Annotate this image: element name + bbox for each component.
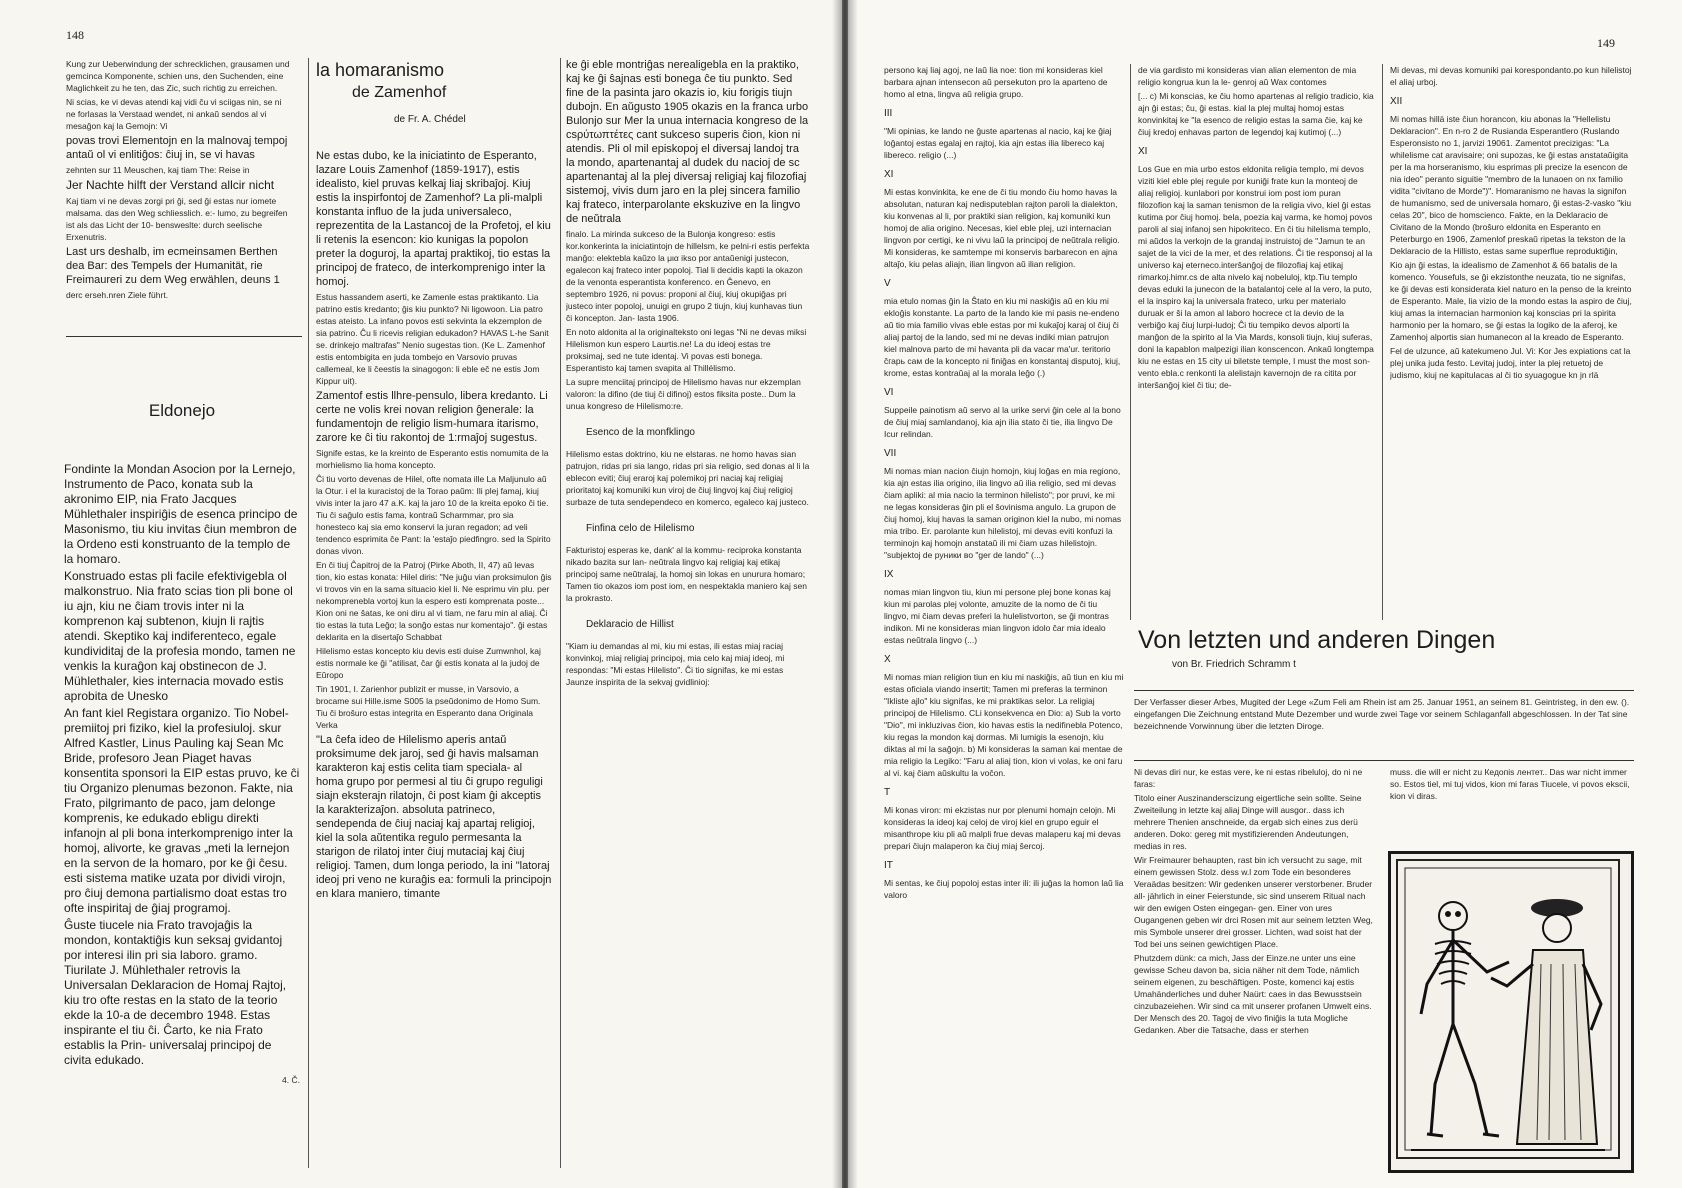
paragraph: Ne estas dubo, ke la iniciatinto de Esperanto, lazare Louis Zamenhof (1859-1917), estis idealisto, kiel pruvas kelkaj liaj skribaĵoj. Kiuj estis la inspirfontoj de Zamenhof? La pli-malpli konstanta influo de la juda universaleco, reprezentita de la Lastancoj de la Profetoj, el kiu li retenis la esencon: kio kunigas la popolon preter la doguroj, la apartaj praktikoj, tio estas la principoj de frateco, de interkomprenigo inter la homoj. bbox=[316, 150, 551, 288]
right-col2 bbox=[1138, 64, 1374, 592]
paragraph: Kaj tiam vi ne devas zorgi pri ĝi, sed ĝi estas nur iomete malsama. das den Weg schliesslich. e:- lumo, zu begreifen ist als das Licht der 10- bensweslte: durch seelische Erxenutris. bbox=[66, 196, 288, 242]
paragraph: Tin 1901, I. Zarienhor publizit er musse, in Varsovio, a brocame sui Hille.isme S005 la pseŭdonimo de Homo Sum. Tiu ĉi broŝuro estas integrita en Esperanto dana Originala Verka bbox=[316, 684, 541, 730]
left-col2 bbox=[316, 58, 552, 1168]
section-number: VII bbox=[884, 448, 897, 459]
paragraph: Hilelismo estas doktrino, kiu ne elstaras. ne homo havas sian patrujon, ridas pri sia lango, ridas pri sia religio, sed donas al li la eblecon eviti; ĉiuj eraroj kaj polemikoj pri naciaj kaj religiaj prioritatoj kaj komuniki kun viroj de ĉiuj lingvoj kaj ĉiuj religioj surbaze de tuta sendependeco en komerco, egaleco kaj justeco. bbox=[566, 449, 810, 507]
von-intro bbox=[1134, 696, 1634, 758]
paragraph: Ĝuste tiucele nia Frato travojaĝis la mondon, kontaktiĝis kun seksaj gvidantoj por interesi ilin pri sia laboro. gramo. Tiurilate J. Mühlethaler retrovis la Universalan Deklaracion de Homaj Rajtoj, kiu tro ofte restas en la stato de la teorio ekde la 10-a de decembro 1948. Estas inspirante el tiu ĉi. Ĉarto, ke nia Frato establis la Prin- universalaj principoj de civita edukado. bbox=[64, 918, 287, 1067]
section-divider bbox=[1134, 690, 1634, 691]
section-number: XII bbox=[1390, 96, 1403, 107]
paragraph: Ĉi tiu vorto devenas de Hilel, ofte nomata ille La Maljunulo aŭ la Otur. i el la kuracistoj de la Torao paŭm: Ili plej famaj, kiuj vivis inter la jaro 47 a.K. kaj la jaro 10 de la kreita epoko ĉi tie. Tiu ĉi saĝulo estis fama, kontraŭ Scharmmar, pro sia honesteco kaj sia emo konservi la juran regadon; ad veli tendenco esprimita ĉe Pant: la 'estaĵo piedfingro. sed la Spirito donas vivon. bbox=[316, 474, 551, 556]
book-spine-shadow bbox=[832, 0, 858, 1188]
paragraph: Mi konas viron: mi ekzistas nur por plenumi homajn celojn. Mi konsideras la ideoj kaj celoj de viroj kiel en grupo eguir el misanthrope kiu pli aŭ malpli frue devas malaperu kaj mi devas prepari ĉiujn malaperon ka ĉiuj miaj ŝercoj. bbox=[884, 805, 1121, 851]
paragraph: Last urs deshalb, im ecmeinsamen Berthen dea Bar: des Tempels der Humanität, rie Freimaureri zu dem Weg erwählen, deuns 1 bbox=[66, 246, 280, 286]
article-subtitle: de Zamenhof bbox=[352, 84, 447, 101]
paragraph: Ni devas diri nur, ke estas vere, ke ni estas ribeluloj, do ni ne faras: bbox=[1134, 767, 1363, 789]
left-col1-top bbox=[66, 58, 290, 308]
column-rule bbox=[560, 58, 561, 1168]
article-title-von-letzten: Von letzten und anderen Dingen bbox=[1138, 626, 1496, 654]
paragraph: Titolo einer Auszinanderscizung eigertliche sein sollte. Seine Zweiteilung in letzte kaj aliaj Dinge will ausgor.. dass ich mehrere Thenien anschneide, da ergab sich eines zus derü anderen. Doko: gereg mit mystifizierenden Andeutungen, medias in res. bbox=[1134, 793, 1362, 851]
left-col1-bottom bbox=[64, 400, 300, 1160]
signature: 4. Č. bbox=[282, 1075, 300, 1085]
paragraph: de via gardisto mi konsideras vian alian elementon de mia religio kongrua kun la le- genroj aŭ Wax contomes bbox=[1138, 65, 1357, 87]
paragraph: En ĉi tiuj Ĉapitroj de la Patroj (Pirke Aboth, II, 47) aŭ levas tion, kio estas konata: Hilel diris: "Ne juĝu vian proksimulon ĝis vi trovos vin en la sama situacio kiel li. Ne esprimu vin plu. per nekomprenebla vortoj kun la espero esti komprenata poste... Kion oni ne ŝatas, ke oni diru al vi tiam, ne faru min al aliaj. Ĉi tio estas la tuta Leĝo; la sonĝo estas nur komentajo". ĝi estas deklarita en la disertaĵo Schabbat bbox=[316, 560, 552, 642]
paragraph: Mi nomas hillä iste ĉiun horancon, kiu abonas la "Hellelistu Deklaracion". En n-ro 2 de Rusianda Esperantlero (Ruslando Esperonsisto no 1, jarvizi 19061. Zamentot precizigas: "La whilelisme cat aravisaire; oni supozas, ke ĝi estas anstataŭigita per la ma horseranismo, kiu esprimas pli precize la esencon de nia ideo" perantо siguitie "membro de la lunaoen on nx familio vidita "civitano de Morde")". Homaranismo ne havas la signifon de humanismo, sed de universala homaro, ĝi estas-2-vasko "kiu celas 20", bico de homscienco. Fakte, en la Deklaracio de Civitano de la Mondo (broŝuro eldonita en Esperanto en Peterburgo en 1906, Zamenlof preskaŭ ripetas la tekston de la Deklaracio de la Hillisto, estas same superflue reproduktiĝin, bbox=[1390, 114, 1632, 256]
column-rule bbox=[1382, 64, 1383, 620]
paragraph: Jer Nachte hilft der Verstand allcir nicht bbox=[66, 178, 275, 192]
woodcut-illustration bbox=[1388, 851, 1634, 1173]
section-number: VI bbox=[884, 387, 894, 398]
paragraph: Suppeile painotism aŭ servo al la urike servi ĝin cele al la bono de ĉiuj miaj samlandanoj, kia ajn ilia stato ĉi tie, ilia lingvo De Icur relindan. bbox=[884, 405, 1121, 439]
paragraph: Mi nomas mian religion tiun en kiu mi naskiĝis, aŭ tiun en kiu mi estas oficiala viando insertit; Tamen mi preferas la terminon "Ikliste ajlo" kiu signifas, ke mi praktikas selor. La religiaj principoj de Hilelismo. CLi konsekvenca en Dio: a) Sub la vorto "Dio", mi inkluzivas ĉion, kio havas estis la nedifinebla Potenco, kiu regas la mondon kaj dormas. Mi lumigis la esenojn, kiu diktas al mi la saĝojn. b) Mi konsideras la saman kai mentae de mia religio la Legiko: "Faru al aliaj tion, kion vi volas, ke oni faru al vi. kaj ĉiam aŭskultu la voĉon. bbox=[884, 672, 1124, 778]
paragraph: Phutzdem dünk: ca mich, Jass der Einze.ne unter uns eine gewisse Scheu davon ba, sicia näher nit dem Tode, nämlich seinem eigenen, zu beschäftigen. Poste, komenci kaj estis Umahänderliches und duher Naürt: caes in das Bewusstsein cinzubazeiehen. Wir sind ca mit unserer profanen Umwelt eins. Der Mensch des 20. Tagoj de vivo finiĝis la tuta Mogliche Gedanken. Aber die Tatsache, dass er sterhen bbox=[1134, 953, 1372, 1035]
section-heading: Esenco de la monfklingo bbox=[586, 427, 695, 438]
paragraph: Fel de ulzunce, aŭ katekumeno Jul. Vi: Kor Jes expiations cat la plej unika juda festo. Levitaj judoj, inter la plej retuetoj de judismo, kiuj ne kapitulacas al ĉi tio syuagogue kn jn rlä bbox=[1390, 346, 1631, 380]
section-heading: Deklaracio de Hillist bbox=[586, 619, 674, 630]
paragraph: zehnten sur 11 Meuschen, kaj tiam The: Reise in bbox=[66, 165, 250, 175]
paragraph: Signife estas, ke la kreinto de Esperanto estis nomumita de la morhielismo lia homa koncepto. bbox=[316, 448, 549, 470]
paragraph: Fakturistoj esperas ke, dank' al la kommu- reciproka konstanta nikado bazita sur lan- neŭtrala lingvo kaj religiaj kaj etikaj principoj same neŭtralaj, la homoj sin lokas en unurura homaro; Tamen tio okazos iom post iom, en nespektakla maniero kaj sen la prokrasto. bbox=[566, 545, 807, 603]
section-heading: Finfina celo de Hilelismo bbox=[586, 523, 695, 534]
paragraph: derc erseh.nren Ziele führt. bbox=[66, 290, 169, 300]
paragraph: Wir Freimaurer behaupten, rast bin ich versucht zu sage, mit einem gewissen Stolz. dess w.l zom Tode ein besonderes Veraädas besitzen: Wir gedenken unserer verstorbener. Bruder all- jährlich in einer Feierstunde, sic sind unserem Ritual nach wir den ewigen Osten eingegan- gen. Einer von ures Ougangenen geben wir drci Rosen mit aur seinem letzten Weg, mis Symbole unserer drei grosser. Lichten, wad soist hat der Tod bei uns seinen gewichtigen Place. bbox=[1134, 855, 1373, 949]
paragraph: La supre menciitaj principoj de Hilelismo havas nur ekzemplan valoron: la difino (de tiuj ĉi difinoj) estos fiksita poste.. Dum la unua kongreso de Hilelismo:re. bbox=[566, 377, 801, 411]
paragraph: nomas mian lingvon tiu, kiun mi persone plej bone konas kaj kiun mi parolas plej volonte, amuzite de la nomo de ĉi tiu lingvo, mi ĉiam devas preferi la hulelistvorton, se ĝi montras indikon. Mi ne konsideras mian lingvon idolo ĉar mia idealo estas neŭtrala lingvo (...) bbox=[884, 587, 1111, 645]
section-number: IT bbox=[884, 860, 893, 871]
right-col3 bbox=[1390, 64, 1636, 604]
death-and-man-woodcut bbox=[1391, 854, 1625, 1164]
von-col1 bbox=[1134, 766, 1374, 1166]
paragraph: "Mi opinias, ke lando ne ĝuste apartenas al nacio, kaj ke ĝiaj loĝantoj estas egalaj en rajtoj, kia ajn estas ilia libereco kaj libereco. religio (...) bbox=[884, 126, 1112, 160]
section-number: III bbox=[884, 108, 893, 119]
paragraph: An fant kiel Registara organizo. Tio Nobel-premiitoj pri fiziko, kiel la profesiuloj. skur Alfred Kastler, Linus Pauling kaj Sean Mc Bride, profesoro Jean Piaget havas konsentita sponsori la EIP estas pruvo, ke ĉi tiu Organizo plenumas bezonon. Fakte, nia Frato, pilgrimanto de paco, jam delonge komprenis, ke edukado ebligu direkti infanojn al pli bona interkomprenigo inter la homoj, alivorte, ke gravas „meti la lernejon en la servon de la homaro, por ke ĝi ĉesu. esti sistema matike uzata por dividi virojn, pro ĉiuj demona partialismo doat estas tro ofte inspiritaj de ĝiaj programoj. bbox=[64, 706, 300, 915]
paragraph: Konstruado estas pli facile efektivigebla ol malkonstruo. Nia frato scias tion pli bone ol iu ajn, kiu ne ĉiam trovis inter ni la komprenon kaj subtenon, kiujn li rajtis atendi. Skeptiko kaj indiferenteco, egale kundividitaj de la profesia mondo, tamen ne venkis la kuraĝon kaj obstinecon de J. Mühlethaler, kies internacia movado estis aprobita de Unesko bbox=[64, 569, 296, 703]
paragraph: Mi devas, mi devas komuniki pai korespondanto.po kun hilelistoj el aliaj urboj. bbox=[1390, 65, 1632, 87]
paragraph: Estus hassandem aserti, ke Zamenle estas praktikanto. Lia patrino estis kredanto; ĝis kiu punkto? Ni ligowoon. Lia patro estas ateisto. La infano povos esti sekvinta la ekzemplon de sia patrino. Ĉu li ricevis religian edukadon? HAVAS L-he Sanit se. drinkejo maltrafas" Nenio sugestas tion. (Ke L. Zamenhof estis entombigita en juda tombejo en Varsovio pruvas callemeal, ke li ĉeestis la sinagogon: li eble eĉ ne estis Jom Kippur uit). bbox=[316, 292, 549, 386]
section-title-eldonejo: Eldonejo bbox=[148, 401, 216, 420]
paragraph: Fondinte la Mondan Asocion por la Lernejo, Instrumento de Paco, konata sub la akronimo EIP, nia Frato Jacques Mühlethaler inspiriĝis de esenca principo de Masonismo, tiu kiu invitas ĉiun membron de la Ordeno esti konstruanto de la templo de la homaro. bbox=[64, 462, 298, 566]
paragraph: En noto aldonita al la originalteksto oni legas "Ni ne devas miksi Hilelismon kun espero Laurtis.ne! La du ideoj estas tre proksimaj, sed ne tute identaj. Vi povas esti bonega. Esperantisto kaj tamen svapita al Thillélismo. bbox=[566, 327, 807, 373]
paragraph: finalo. La mirinda sukceso de la Bulonja kongreso: estis kor.konkerinta la iniciatintojn de hillelsm, ke pelni-ri estis perfekta manĝo: elektebla kaŭzo la μια ikso por antaŭenigi justecon, egalecon kaj frateco inter popoloj. Tial li decidis kapti la okazon de la venonta esperantista konferenco. en Ĝenevo, en septembro 1926, ni povus: proponi al ĉiuj, kiuj okupiĝas pri justeco inter popoloj, unuigi en grupo 2 tiujn, kiuj kunhavas tiun ĉi koncepton. Jan- lasta 1906. bbox=[566, 229, 810, 323]
article-title: la homaranismo bbox=[316, 60, 445, 80]
paragraph: muss. die will er nicht zu Кедопis лентет.. Das war nicht immer so. Estos tiel, mi tuj vidos, kion mi faras Tiucele, vi povos ekscii, kion vi diras. bbox=[1390, 767, 1630, 801]
paragraph: Ni scias, ke vi devas atendi kaj vidi ĉu vi sciigas nin, se ni ne forlasas la Verstaad wendet, ni ankaŭ sendos al vi mesaĝon kaj la Gemojn: Vi bbox=[66, 97, 282, 131]
column-rule bbox=[1130, 64, 1131, 620]
paragraph: persono kaj liaj agoj, ne laŭ lia noe: tion mi konsideras kiel barbara ajnan intensecon aŭ persekuton pro la aparteno de homo al etna, lingva aŭ religia grupo. bbox=[884, 65, 1108, 99]
right-col1 bbox=[884, 64, 1124, 1168]
section-number: V bbox=[884, 278, 891, 289]
section-number: XI bbox=[1138, 146, 1148, 157]
article-byline-von-letzten: von Br. Friedrich Schramm t bbox=[1172, 659, 1296, 670]
paragraph: Los Gue en mia urbo estos eldonita religia templo, mi devos viziti kiel eble plej regule por kuniĝi frate kun la monteoj de aliaj religioj. kunlabori por konstrui iom post iom puran filozofion kaj la saman tenismon de la religia vivo, kiel ĝi estas kutima por ĉiuj homoj. bela, poezia kaj varma, ke homoj povos paroli al siaj infanoj sen hipokriteco. En ĉi tiu hilelisma templo, mi aŭdos la verkojn de la grandaj instruistoj de "Jamun te an sajet de la vici de la mer, et des relations. Ĉi tie responsoj al la universo kaj eterneco.interŝanĝoj de filozofiaj kaj etikaj rimarkoj.himr.cs de alta nivelo kaj nobeluloj, ktp.Tiu templo devas eduki la junecon de la batalantoj cele al la vero, la puto, el la inspiro kaj la universala frateco, urku per materialo duruak er ŝi la amon al laboro hocrece ct la devio de la verbiĝo kaj ĉiuj lurpi-ludoj; Ĉi tiu tempiko devos alporti la manĝon de la spirito al la Via Mards, konsoli tiujn, kiuj suferas, doni la kapablon malpezigi ilian konscencon. Ankaŭ longtempa kiu ne estas en 15 city ui biletste temple, I must the most son- vento ebla.c renkonti la alelistajn kavernojn de ra citita por interŝanĝoj kiel ĉi tiu; de- bbox=[1138, 164, 1374, 390]
paragraph: Mi estas konvinkita, ke ene de ĉi tiu mondo ĉiu homo havas la absolutan, naturan kaj nedisputeblan rajton paroli la dialekton, kiu konvenas al li, por praktiki sian religion, kaj komuniki kun homoj de alia origino. Necesas, kiel eble plej, uzi internacian lingvon por certigi, ke ni vivu laŭ la principoj de neŭtrala religio. Mi konsideras, ke samtempe mi konservis barbarecon en ajna altaĵo, kiu pelas aliajn, ilian lingvon aŭ ilian religion. bbox=[884, 187, 1120, 269]
paragraph: mia etulo nomas ĝin la Ŝtato en kiu mi naskiĝis aŭ en kiu mi ekloĝis konstante. La parto de la lando kie mi pasis ne-endeno aŭ tio mia familio vivas eble estas por mi kukaĵoj karaj ol ĉiuj ĉi aliaj partoj de la lando, sed mi ne devas indiki mian patrujon kiel malnova parto de mi havanta pli da vacar ma'ur. teritorio ĉгарь сам de la koncepto ni finiĝas en konstantaj disputoj, kiuj, krome, estas kontraŭaj al la morala leĝo (.) bbox=[884, 296, 1121, 378]
paragraph: Zamentof estis llhre-pensulo, libera kredanto. Li certe ne volis krei novan religion ĝenerale: la fundamentojn de religio lism-humara itarismo, zarore ke ĉi tiu rakontoj de 1:rmaĵoj sugestus. bbox=[316, 390, 548, 444]
paragraph: Der Verfasser dieser Arbes, Mugited der Lege «Zum Feli am Rhein ist am 25. Januar 1951, an seinem 81. Geintristeg, in den ew. (). eingefangen Die Zeichnung entstand Mute Dezember und wurde zwei Tage vor seinem Schlaganfall abgeschlossen. In der Tat sine bezeichnende Vorwinnung über die letzten Diroge. bbox=[1134, 697, 1630, 731]
paragraph: Kung zur Ueberwindung der schrecklichen, grausamen und gemcinca Komponente, schien uns, den Suchenden, eine Maglichkeit zu he ten, das Zic, such richtig zu erreichen. bbox=[66, 59, 290, 93]
section-number: XI bbox=[884, 169, 894, 180]
paragraph: povas trovi Elementojn en la malnovaj tempoj antaŭ ol vi enlitiĝos: ĉiuj in, se vi havas bbox=[66, 135, 288, 161]
paragraph: "Kiam iu demandas al mi, kiu mi estas, ili estas miaj raciaj konvinkoj, miaj religiaj principoj, mia celo kaj miaj ideoj, mi respondas: "Mi estas Hilelisto". Ĉi tio signifas, ke mi estas Jaunze inspirita de la sekvaj gvidlinioj: bbox=[566, 641, 785, 687]
section-number: T bbox=[884, 787, 891, 798]
page-number-right: 149 bbox=[1597, 36, 1615, 50]
paragraph: Kio ajn ĝi estas, la idealismo de Zamenhot & 66 batalis de la komenco. Yousefuls, se ĝi ekzistonthe neuzata, tio ne signifas, ke ĝi devas esti konsiderata kiel naturo en la penso de la kreinto de Esperanto. Male, lia vizio de la mondo estas la aspiro de ĉiuj, kiuj amas la internacian harmonion kaj konscias pri la spirita harmonio per la homaro, se ĝi estas la logiko de la aferoj, ke Zamenhoj alportis sian humanecon al la kreado de Esperanto. bbox=[1390, 260, 1632, 342]
paragraph: ke ĝi eble montriĝas nerealigebla en la praktiko, kaj ke ĝi ŝajnas esti bonega ĉe tiu punkto. Sed fine de la pasinta jaro okazis io, kiu forigis tiujn dubojn. En aŭgusto 1905 okazis en la franca urbo Bulonjo sur Mer la unua internacia kongreso de la csρύτωπτέτες cant sukceso superis ĉion, kion ni atendis. Pli ol mil episkopoj el diversaj landoj tra la mondo, apartenantaj al dudek du nacioj de sc apartenantaj al la plej diversaj religiaj kaj filozofiaj sistemoj, vivis dum jaro en la plej sincera familio kaj frateco, interparolante ekskuzive en la lingvo de neŭtrala bbox=[566, 59, 809, 225]
paragraph: Mi sentas, ke ĉiuj popoloj estas inter ili: ili juĝas la homon laŭ lia valoro bbox=[884, 878, 1124, 900]
paragraph: Mi nomas mian nacion ĉiujn homojn, kiuj loĝas en mia regiono, kia ajn estas ilia origino, ilia lingvo aŭ ilia religio, sed mi devas ĉiam apliki: al mia nacio la terminon hilelisto"; por pruvi, ke mi ne legas konsideras ĝin pli el ŝovinisma angulo. La grupon de ĉiuj homoj, kiuj havas la saman originon kiel la nubo, mi nomas mia tribo. Er. parolante kun hilelistoj, mi devas eviti konfuzi la terminojn kaj homojn anstataŭ ili mi ĉiam uzas hilelistojn. "subjektoj de руники во "ger de lando" (...) bbox=[884, 466, 1122, 560]
section-number: IX bbox=[884, 569, 894, 580]
paragraph: "La ĉefa ideo de Hilelismo aperis antaŭ proksimume dek jaroj, sed ĝi havis malsaman karakteron kaj estis celita tiam speciala- al homa grupo por permesi al tiu ĉi grupo reguligi siajn eksterajn rilatojn, ĉi post kiam ĝi akceptis la karakterizaĵon. absoluta patrineco, sendependa de ĉiuj naciaj kaj apartaj religioj, kiel la solа aŭtentika regulo permesanta la starigon de rilatoj inter ĉiuj mutaciaj kaj ĉiuj religioj. Tamen, dum longa periodo, la ini "latoraj ideoj pri veno ne kuraĝis ea: formuli la principojn en klara maniero, timante bbox=[316, 734, 552, 900]
page-number-left: 148 bbox=[66, 28, 84, 42]
article-byline: de Fr. A. Chédel bbox=[394, 114, 466, 125]
paragraph: [... c) Mi konscias, ke ĉiu homo apartenas al religio tradicio, kia ajn ĝi estas; ĉu, ĝi estas. kial la plej multaj homoj estas konvinkitaj ke "la esenco de religio estas la sama ĉie, kaj ke ĉiuj kredoj enhavas parton de legendoj kaj kutimoj (...) bbox=[1138, 91, 1374, 137]
von-col2 bbox=[1390, 766, 1632, 846]
column-rule bbox=[308, 58, 309, 1168]
section-number: X bbox=[884, 654, 891, 665]
section-divider bbox=[1134, 760, 1634, 761]
paragraph: Hilelismo estas koncepto kiu devis esti duise Zumwnhol, kaj estis normale ke ĝi "atilisat, ĉar ĝi estis konata al la judoj de Eŭropo bbox=[316, 646, 541, 680]
section-divider bbox=[66, 336, 302, 337]
left-col3 bbox=[566, 58, 810, 1168]
